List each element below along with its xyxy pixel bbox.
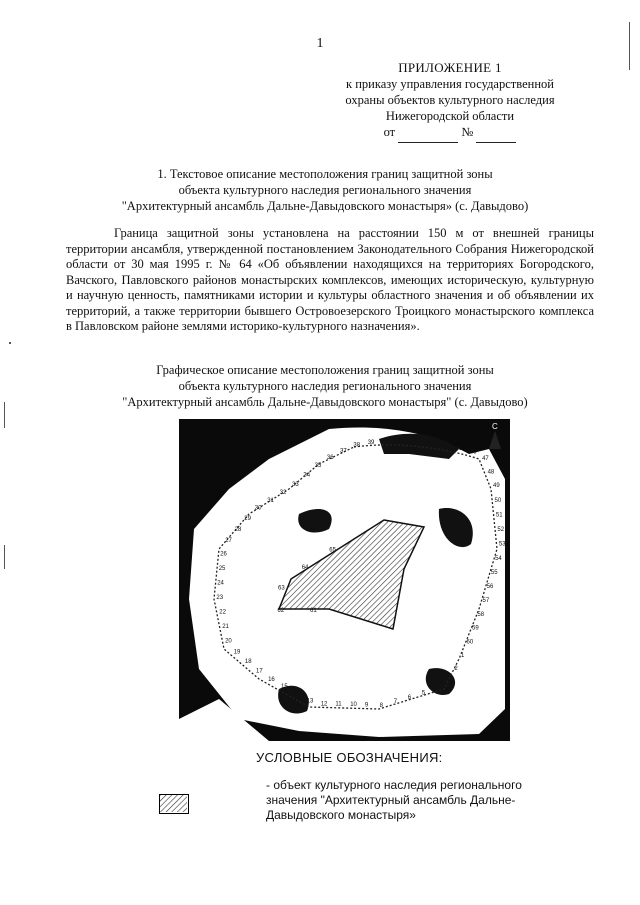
boundary-point-label: 45 — [455, 446, 463, 453]
boundary-point-label: 60 — [466, 639, 474, 646]
boundary-point-label: 37 — [340, 448, 347, 455]
legend-line: - объект культурного наследия регионального — [266, 778, 522, 792]
boundary-point-label: 2 — [454, 666, 458, 673]
legend-line: значения "Архитектурный ансамбль Дальне- — [266, 793, 516, 807]
legend-item — [266, 778, 546, 823]
boundary-point-label: 55 — [490, 569, 498, 576]
boundary-point-label: 18 — [244, 659, 252, 666]
object-point-label: 65 — [329, 547, 336, 554]
boundary-point-label: 42 — [411, 439, 419, 446]
boundary-point-label: 22 — [219, 609, 226, 616]
object-point-label: 61 — [310, 608, 317, 614]
boundary-point-label: 54 — [495, 555, 502, 562]
heading-line: объекта культурного наследия регионального значения — [178, 183, 472, 197]
boundary-point-label: 27 — [225, 538, 232, 545]
boundary-point-label: 34 — [303, 472, 311, 479]
boundary-point-label: 38 — [353, 442, 361, 449]
boundary-point-label: 53 — [498, 541, 506, 548]
boundary-point-label: 7 — [393, 699, 398, 706]
boundary-point-label: 15 — [281, 684, 288, 691]
boundary-point-label: 4 — [435, 686, 440, 693]
boundary-point-label: 28 — [234, 527, 242, 533]
appendix-line: охраны объектов культурного наследия — [345, 93, 555, 107]
heading-line: "Архитектурный ансамбль Дальне-Давыдовского монастыря" (с. Давыдово) — [122, 395, 528, 409]
appendix-line: Нижегородской области — [385, 109, 515, 123]
boundary-point-label: 48 — [487, 469, 495, 476]
appendix-line: к приказу управления государственной — [346, 77, 554, 91]
boundary-point-label: 5 — [421, 690, 426, 697]
boundary-point-label: 50 — [494, 497, 502, 504]
boundary-point-label: 12 — [320, 701, 328, 708]
boundary-point-label: 31 — [267, 497, 274, 504]
section2-heading — [90, 362, 560, 410]
boundary-point-label: 58 — [477, 612, 485, 618]
hatch-icon — [160, 795, 187, 812]
boundary-point-label: 52 — [497, 527, 505, 534]
boundary-point-label: 56 — [486, 584, 494, 590]
boundary-point-label: 1 — [461, 652, 465, 659]
boundary-point-label: 36 — [326, 455, 334, 462]
heading-line: "Архитектурный ансамбль Дальне-Давыдовского монастыря» (с. Давыдово) — [121, 199, 529, 213]
north-label: С — [492, 422, 498, 431]
object-point-label: 63 — [278, 585, 285, 592]
appendix-header — [300, 60, 600, 143]
boundary-point-label: 30 — [254, 505, 262, 512]
margin-mark — [9, 342, 11, 344]
boundary-point-label: 39 — [367, 439, 375, 446]
boundary-point-label: 24 — [217, 580, 224, 587]
boundary-point-label: 49 — [493, 483, 500, 490]
boundary-point-label: 35 — [314, 463, 322, 470]
boundary-point-label: 9 — [364, 702, 369, 709]
boundary-map — [179, 419, 510, 741]
boundary-point-label: 20 — [225, 638, 232, 645]
boundary-point-label: 47 — [482, 455, 489, 462]
boundary-point-label: 51 — [495, 512, 503, 519]
map-svg — [179, 419, 510, 741]
legend-title: УСЛОВНЫЕ ОБОЗНАЧЕНИЯ: — [256, 750, 443, 765]
dark-patch — [298, 509, 331, 533]
object-point-label: 62 — [277, 608, 285, 614]
boundary-point-label: 57 — [482, 598, 490, 605]
boundary-point-label: 23 — [216, 595, 224, 602]
boundary-point-label: 11 — [335, 701, 342, 708]
legend-hatch-swatch — [159, 794, 189, 814]
boundary-point-label: 32 — [279, 490, 287, 496]
boundary-point-label: 26 — [220, 551, 227, 558]
boundary-point-label: 33 — [292, 482, 299, 489]
boundary-point-label: 19 — [233, 649, 241, 656]
heading-line: 1. Текстовое описание местоположения границ защитной зоны — [157, 167, 493, 181]
object-point-label: 64 — [301, 564, 309, 571]
boundary-point-label: 43 — [426, 441, 434, 448]
page-number: 1 — [316, 36, 324, 51]
section1-heading — [90, 166, 560, 214]
margin-mark — [629, 22, 630, 70]
boundary-point-label: 17 — [256, 668, 263, 675]
appendix-title: ПРИЛОЖЕНИЕ 1 — [398, 60, 502, 75]
boundary-point-label: 41 — [397, 439, 404, 446]
boundary-point-label: 25 — [218, 565, 226, 572]
boundary-point-label: 8 — [379, 703, 383, 709]
handwritten-number — [476, 126, 516, 143]
boundary-point-label: 46 — [469, 449, 477, 456]
boundary-point-label: 44 — [441, 443, 448, 450]
boundary-point-label: 59 — [472, 625, 479, 632]
margin-mark — [4, 402, 5, 428]
boundary-point-label: 21 — [222, 624, 229, 631]
appendix-date-line — [300, 124, 600, 143]
boundary-point-label: 3 — [447, 679, 452, 686]
section1-paragraph: Граница защитной зоны установлена на расстоянии 150 м от внешней границы территории ансамбля, утвержденной постановлением Законодательного Собрания Нижегородской области от 30 мая 1995 г. № 64 «Об объявлении находящихся на территориях Богородского, Вачского, Павловского районов монастырских комплексов, имеющих историческую, культурную и научную ценность, памятниками истории и культуры областного значения и об объявлении их территорий, а также территории бывшего Островоезерского Троицкого монастырского комплекса в Павловском районе землями историко-культурного назначения». — [66, 226, 594, 333]
heading-line: Графическое описание местоположения границ защитной зоны — [156, 363, 494, 377]
boundary-point-label: 6 — [407, 694, 412, 701]
boundary-point-label: 10 — [350, 702, 357, 709]
boundary-point-label: 40 — [382, 439, 390, 445]
number-prefix: № — [461, 125, 474, 139]
legend-line: Давыдовского монастыря» — [266, 808, 416, 822]
margin-mark — [4, 545, 5, 569]
boundary-point-label: 16 — [268, 677, 275, 683]
handwritten-date — [398, 126, 458, 143]
boundary-point-label: 14 — [293, 691, 301, 698]
boundary-point-label: 29 — [244, 515, 251, 522]
date-prefix: от — [383, 125, 396, 139]
heading-line: объекта культурного наследия регионального значения — [178, 379, 472, 393]
boundary-point-label: 13 — [306, 698, 314, 705]
